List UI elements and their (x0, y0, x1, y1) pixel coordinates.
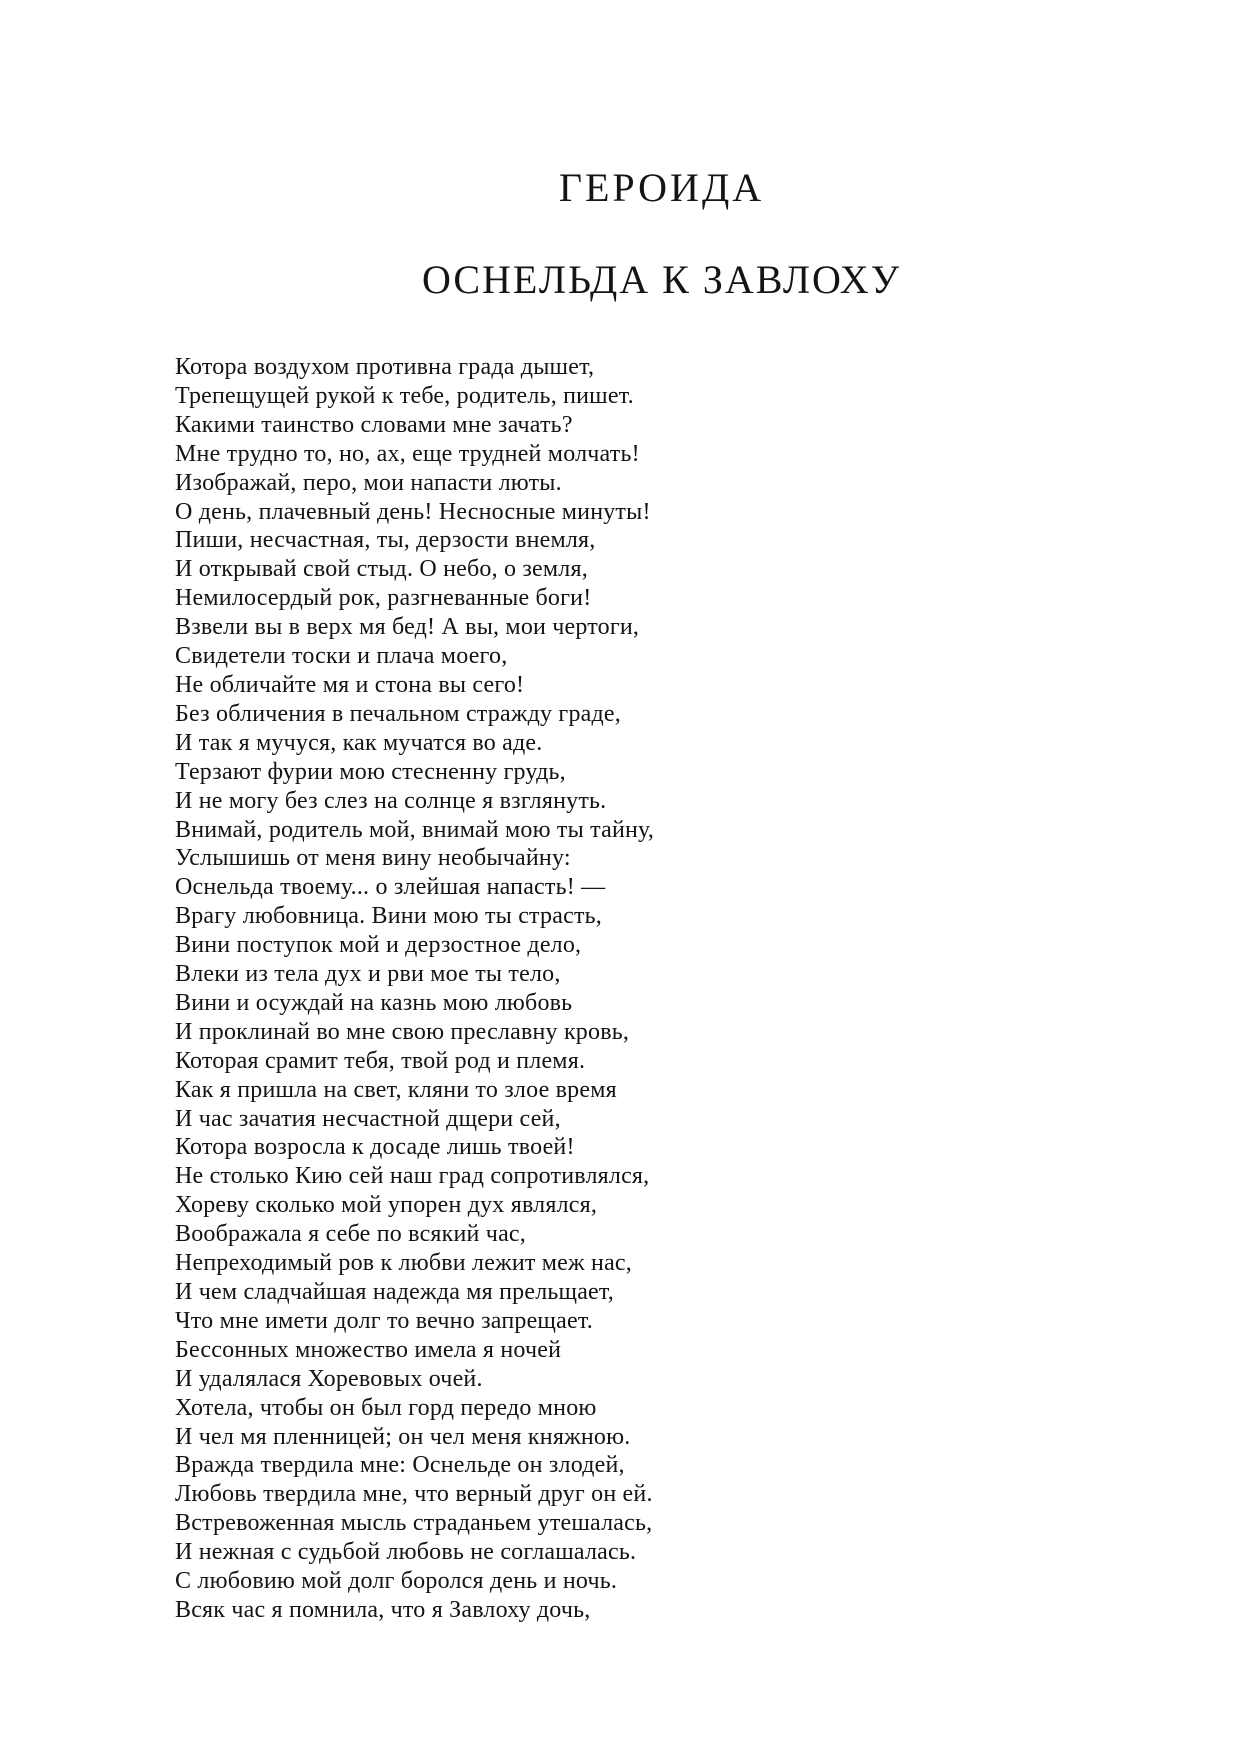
poem-line: Которая срамит тебя, твой род и племя. (175, 1047, 586, 1074)
poem-line: Непреходимый ров к любви лежит меж нас, (175, 1250, 632, 1277)
poem-line: И проклинай во мне свою преславну кровь, (175, 1018, 630, 1045)
poem-line: Котора воздухом противна града дышет, (175, 354, 595, 380)
poem-line: Взвели вы в верх мя бед! А вы, мои чертоги, (175, 614, 640, 641)
poem-line: Воображала я себе по всякий час, (175, 1221, 526, 1248)
poem-line: Что мне имети долг то вечно запрещает. (175, 1307, 593, 1334)
poem-line: Внимай, родитель мой, внимай мою ты тайну, (175, 816, 655, 843)
poem-line: Любовь твердила мне, что верный друг он ей. (175, 1481, 653, 1508)
poem-line: Вражда твердила мне: Оснельде он злодей, (175, 1452, 625, 1479)
poem-line: Услышишь от меня вину необычайну: (175, 845, 571, 872)
poem-line: Всяк час я помнила, что я Завлоху дочь, (175, 1596, 591, 1623)
poem-body (175, 353, 654, 1625)
poem-line: Мне трудно то, но, ах, еще трудней молчать! (175, 440, 640, 467)
poem-line: И чел мя пленницей; он чел меня княжною. (175, 1423, 631, 1450)
poem-line: Не столько Кию сей наш град сопротивлялся, (175, 1163, 650, 1190)
poem-line: Котора возросла к досаде лишь твоей! (175, 1134, 575, 1161)
poem-title: ГЕРОИДА (558, 165, 765, 210)
poem-line: Встревоженная мысль страданьем утешалась, (175, 1510, 653, 1537)
poem-line: Пиши, несчастная, ты, дерзости внемля, (175, 527, 596, 554)
poem-line: Врагу любовница. Вини мою ты страсть, (175, 903, 602, 930)
poem-line: О день, плачевный день! Несносные минуты! (175, 498, 651, 525)
poem-line: Вини поступок мой и дерзостное дело, (175, 932, 582, 959)
poem-line: И открывай свой стыд. О небо, о земля, (175, 556, 588, 583)
poem-line: Оснельда твоему... о злейшая напасть! — (175, 874, 606, 901)
poem-line: И час зачатия несчастной дщери сей, (175, 1105, 561, 1132)
poem-line: Бессонных множество имела я ночей (175, 1336, 562, 1363)
poem-line: Какими таинство словами мне зачать? (175, 411, 573, 438)
poem-line: С любовию мой долг боролся день и ночь. (175, 1568, 618, 1595)
poem-line: Вини и осуждай на казнь мою любовь (175, 989, 573, 1016)
poem-subtitle: ОСНЕЛЬДА К ЗАВЛОХУ (421, 257, 902, 302)
poem-line: Изображай, перо, мои напасти люты. (175, 469, 562, 496)
poem-line: И чем сладчайшая надежда мя прельщает, (175, 1279, 614, 1305)
poem-line: И нежная с судьбой любовь не соглашалась. (175, 1539, 637, 1566)
poem-line: Как я пришла на свет, кляни то злое время (175, 1076, 617, 1103)
poem-line: И не могу без слез на солнце я взглянуть. (175, 787, 607, 814)
poem-line: Влеки из тела дух и рви мое ты тело, (175, 961, 561, 988)
poem-line: Свидетели тоски и плача моего, (175, 643, 508, 670)
poem-line: Хореву сколько мой упорен дух являлся, (175, 1192, 598, 1219)
poem-line: Хотела, чтобы он был горд передо мною (175, 1394, 597, 1421)
poem-line: Не обличайте мя и стона вы сего! (175, 671, 525, 698)
poem-line: Терзают фурии мою стесненну грудь, (175, 758, 566, 785)
poem-line: И удалялася Хоревовых очей. (175, 1365, 483, 1392)
poem-line: Немилосердый рок, разгневанные боги! (175, 585, 592, 612)
poem-line: Без обличения в печальном стражду граде, (175, 700, 621, 727)
poem-line: И так я мучуся, как мучатся во аде. (175, 729, 543, 756)
poem-line: Трепещущей рукой к тебе, родитель, пишет. (175, 382, 634, 409)
